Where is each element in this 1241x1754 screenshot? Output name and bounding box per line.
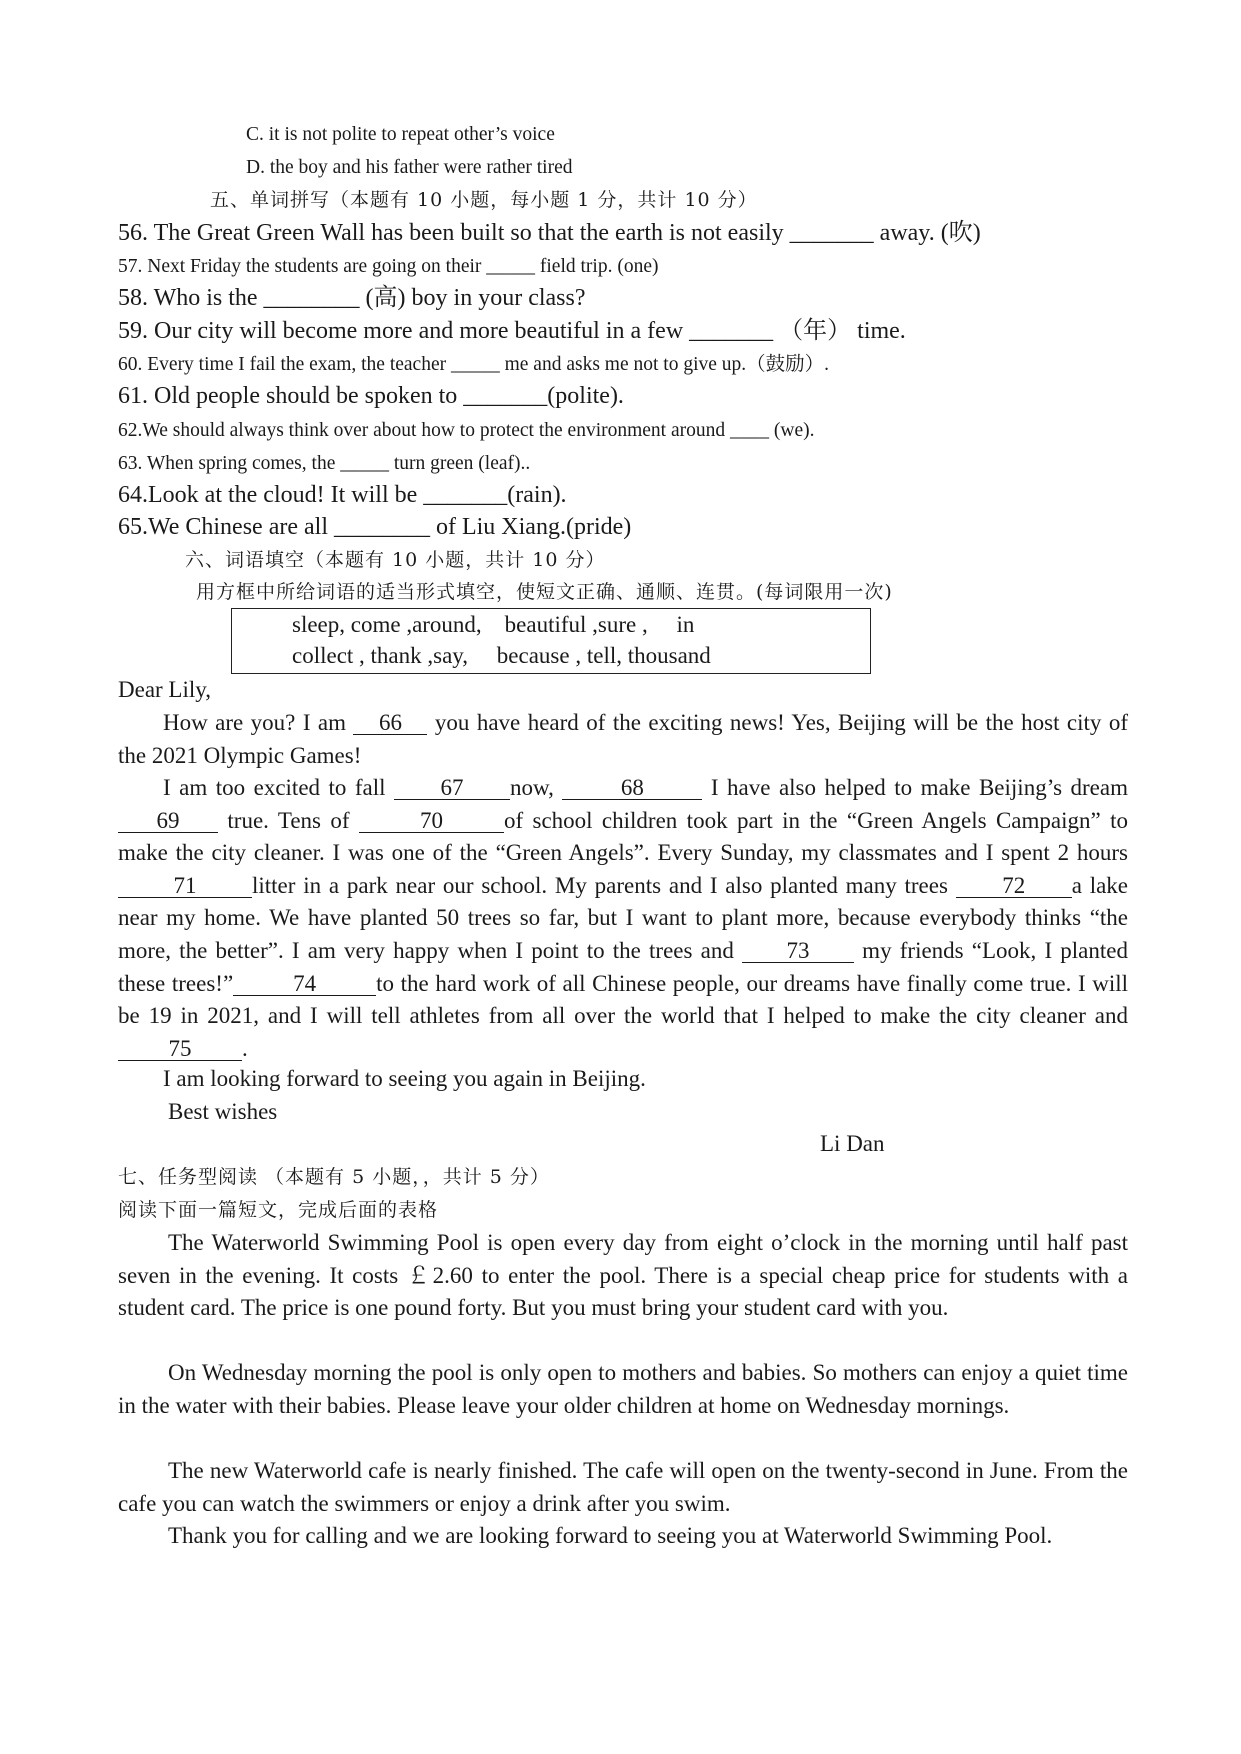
text-span: Thank you for calling and we are looking forward to seeing you at Waterworld Swimming Pool. — [168, 1523, 1053, 1548]
letter-paragraph-1 — [118, 707, 1128, 772]
section6-instruction: 用方框中所给词语的适当形式填空，使短文正确、通顺、连贯。(每词限用一次) — [196, 581, 893, 603]
text-span: true. Tens of — [218, 807, 359, 833]
letter-signature: Li Dan — [820, 1131, 885, 1156]
text-span: The Waterworld Swimming Pool is open every day from eight o’clock in the morning until half past seven in the evening. It costs ￡2.60 to enter the pool. There is a special cheap price for students with a student card. The price is one pound forty. But you must bring your student card with you. — [118, 1230, 1128, 1321]
reading-paragraph-4 — [118, 1520, 1128, 1553]
reading-paragraph-1 — [118, 1227, 1128, 1325]
blank-75: 75 — [118, 1038, 242, 1061]
text-span: my friends “Look, I planted these trees!” — [118, 937, 1128, 996]
blank-67: 67 — [394, 777, 510, 800]
question-62: 62.We should always think over about how to protect the environment around ____ (we). — [118, 420, 815, 441]
question-61: 61. Old people should be spoken to _______(polite). — [118, 383, 624, 409]
question-64: 64.Look at the cloud! It will be _______(rain). — [118, 482, 567, 508]
text-span: On Wednesday morning the pool is only open to mothers and babies. So mothers can enjoy a quiet time in the water with their babies. Please leave your older children at home on Wednesday mornings. — [118, 1360, 1128, 1418]
text-span: The new Waterworld cafe is nearly finished. The cafe will open on the twenty-second in June. From the cafe you can watch the swimmers or enjoy a drink after you swim. — [118, 1458, 1128, 1516]
text-span: How are you? I am — [163, 710, 354, 735]
option-c: C. it is not polite to repeat other’s voice — [246, 124, 555, 145]
text-span: a lake near my home. We have planted 50 trees so far, but I want to plant more, because everybody thinks “the more, the better”. I am very happy when I point to the trees and — [118, 872, 1129, 963]
word-box — [231, 608, 871, 674]
blank-70: 70 — [359, 810, 504, 833]
letter-closing: Best wishes — [168, 1099, 278, 1124]
text-span: . — [242, 1035, 248, 1061]
question-56: 56. The Great Green Wall has been built so that the earth is not easily _______ away. (吹) — [118, 220, 981, 246]
word-box-row-1: sleep, come ,around, beautiful ,sure , in — [292, 612, 695, 637]
blank-69: 69 — [118, 810, 218, 833]
reading-paragraph-3 — [118, 1455, 1128, 1520]
question-63: 63. When spring comes, the _____ turn green (leaf).. — [118, 453, 531, 474]
letter-salutation: Dear Lily, — [118, 677, 212, 702]
text-span: now, — [510, 775, 563, 800]
question-60: 60. Every time I fail the exam, the teacher _____ me and asks me not to give up.（鼓励）. — [118, 354, 830, 375]
letter-paragraph-3: I am looking forward to seeing you again in Beijing. — [163, 1066, 646, 1091]
section6-heading: 六、词语填空（本题有 10 小题，共计 10 分） — [185, 549, 606, 571]
question-59: 59. Our city will become more and more beautiful in a few _______ （年） time. — [118, 318, 906, 344]
blank-72: 72 — [956, 875, 1072, 898]
text-span: you have heard of the exciting news! Yes, Beijing will be the host city of the 2021 Olympic Games! — [118, 710, 1128, 768]
text-span: I am too excited to fall — [163, 775, 395, 800]
question-57: 57. Next Friday the students are going on their _____ field trip. (one) — [118, 256, 659, 277]
section7-instruction: 阅读下面一篇短文，完成后面的表格 — [118, 1199, 439, 1221]
reading-paragraph-2 — [118, 1357, 1128, 1422]
word-box-row-2: collect , thank ,say, because , tell, thousand — [292, 643, 711, 668]
section5-heading: 五、单词拼写（本题有 10 小题，每小题 1 分，共计 10 分） — [210, 189, 758, 211]
text-span: litter in a park near our school. My parents and I also planted many trees — [252, 872, 956, 898]
blank-74: 74 — [233, 973, 376, 996]
blank-68: 68 — [562, 777, 702, 800]
text-span: I have also helped to make Beijing’s dream — [702, 775, 1128, 800]
letter-paragraph-2 — [118, 772, 1128, 1065]
blank-66: 66 — [353, 712, 427, 735]
text-span: of school children took part in the “Green Angels Campaign” to make the city cleaner. I was one of the “Green Angels”. Every Sunday, my classmates and I spent 2 hours — [118, 807, 1129, 866]
text-span: to the hard work of all Chinese people, our dreams have finally come true. I will be 19 in 2021, and I will tell athletes from all over the world that I helped to make the city cleaner and — [118, 970, 1128, 1029]
section7-heading: 七、任务型阅读 （本题有 5 小题，，共计 5 分） — [118, 1166, 550, 1188]
question-65: 65.We Chinese are all ________ of Liu Xiang.(pride) — [118, 514, 632, 540]
question-58: 58. Who is the ________ (高) boy in your class? — [118, 285, 586, 311]
blank-71: 71 — [118, 875, 252, 898]
option-d: D. the boy and his father were rather tired — [246, 157, 573, 178]
blank-73: 73 — [742, 940, 854, 963]
